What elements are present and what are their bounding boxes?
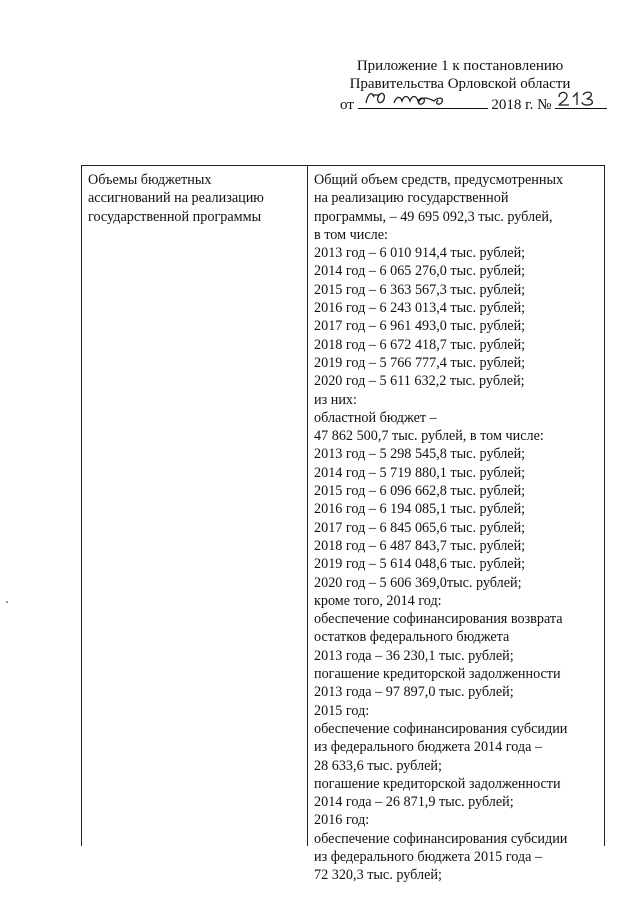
value-line: 2016 год: [314, 812, 370, 829]
value-line: 2013 года – 36 230,1 тыс. рублей; [314, 647, 514, 664]
value-line: 2015 год – 6 363 567,3 тыс. рублей; [314, 281, 526, 298]
value-line: 2014 год – 6 065 276,0 тыс. рублей; [314, 263, 526, 280]
value-line: кроме того, 2014 год: [314, 592, 442, 609]
document-header [330, 58, 590, 115]
value-line: из них: [314, 391, 357, 408]
value-line: погашение кредиторской задолженности [314, 775, 561, 792]
value-line: из федерального бюджета 2015 года – [314, 848, 543, 865]
value-line: 28 633,6 тыс. рублей; [314, 757, 442, 774]
value-line: Общий объем средств, предусмотренных [314, 172, 564, 188]
value-line: 2018 год – 6 672 418,7 тыс. рублей; [314, 336, 526, 353]
value-line: 2019 год – 5 766 777,4 тыс. рублей; [314, 354, 526, 371]
label-line: Объемы бюджетных [88, 172, 212, 188]
label-line: ассигнований на реализацию [88, 190, 264, 207]
value-line: обеспечение софинансирования субсидии [314, 720, 568, 737]
value-line: 2014 года – 26 871,9 тыс. рублей; [314, 794, 514, 811]
header-line-2: Правительства Орловской области [349, 75, 571, 92]
value-line: 2013 год – 6 010 914,4 тыс. рублей; [314, 245, 526, 262]
value-line: в том числе: [314, 226, 388, 243]
value-line: 2020 год – 5 606 369,0тыс. рублей; [314, 574, 522, 591]
value-line: на реализацию государственной [314, 190, 509, 207]
value-line: 2019 год – 5 614 048,6 тыс. рублей; [314, 556, 526, 573]
value-line: из федерального бюджета 2014 года – [314, 739, 543, 756]
value-line: остатков федерального бюджета [314, 629, 510, 646]
value-line: 2018 год – 6 487 843,7 тыс. рублей; [314, 537, 526, 554]
value-line: обеспечение софинансирования возврата [314, 611, 563, 628]
value-line: 2017 год – 6 961 493,0 тыс. рублей; [314, 318, 526, 335]
header-year: 2018 г. № [491, 97, 552, 113]
value-line: 2015 год: [314, 702, 370, 719]
value-line: 2015 год – 6 096 662,8 тыс. рублей; [314, 483, 526, 500]
handwritten-date-signature [358, 87, 488, 109]
value-line: 72 320,3 тыс. рублей; [314, 867, 442, 884]
value-line: 2016 год – 6 243 013,4 тыс. рублей; [314, 300, 526, 317]
header-line-1: Приложение 1 к постановлению [356, 58, 564, 74]
value-line: программы, – 49 695 092,3 тыс. рублей, [314, 208, 553, 225]
value-line: обеспечение софинансирования субсидии [314, 830, 568, 847]
value-line: 2020 год – 5 611 632,2 тыс. рублей; [314, 373, 525, 390]
value-line: 47 862 500,7 тыс. рублей, в том числе: [314, 428, 544, 445]
value-line: погашение кредиторской задолженности [314, 666, 561, 683]
table-label-cell [88, 171, 300, 226]
handwritten-date-field [358, 93, 488, 109]
value-line: областной бюджет – [314, 409, 437, 426]
header-prefix: от [340, 97, 354, 113]
column-divider [307, 166, 308, 846]
value-line: 2016 год – 6 194 085,1 тыс. рублей; [314, 501, 526, 518]
budget-table [81, 165, 605, 884]
value-line: 2014 год – 5 719 880,1 тыс. рублей; [314, 464, 526, 481]
value-line: 2017 год – 6 845 065,6 тыс. рублей; [314, 519, 526, 536]
handwritten-number-field [555, 93, 607, 109]
table-value-cell [314, 171, 604, 885]
value-line: 2013 года – 97 897,0 тыс. рублей; [314, 684, 514, 701]
label-line: государственной программы [88, 208, 262, 225]
value-line: 2013 год – 5 298 545,8 тыс. рублей; [314, 446, 526, 463]
scan-artifact [6, 601, 8, 603]
handwritten-number-signature [555, 87, 607, 109]
header-date-line [330, 93, 590, 115]
